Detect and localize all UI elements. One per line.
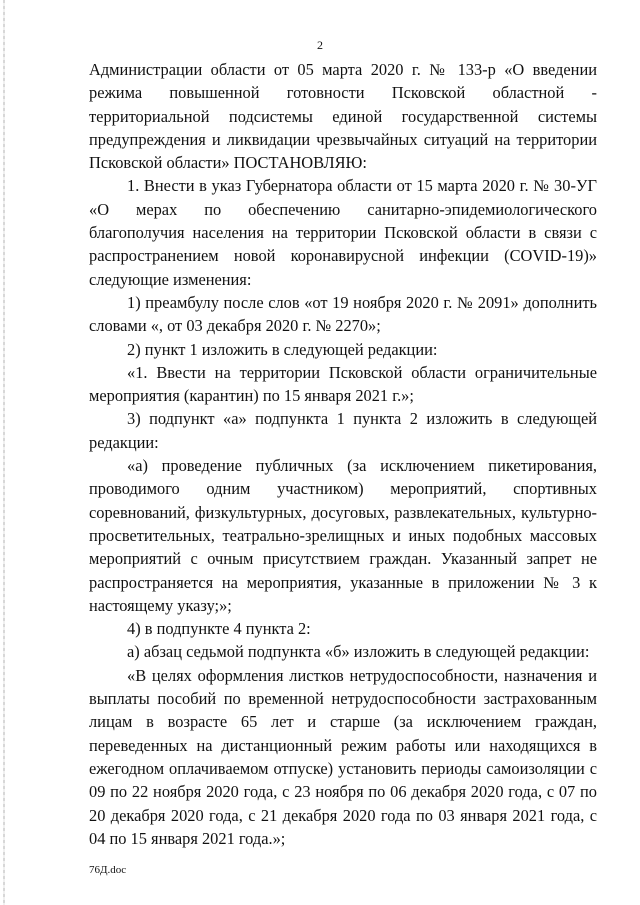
page-number: 2: [317, 38, 323, 52]
paragraph-subitem-2: 2) пункт 1 изложить в следующей редакции:: [127, 339, 438, 359]
scan-edge-artifact: [3, 0, 5, 905]
footer-filename: 76Д.doc: [89, 864, 127, 876]
paragraph-item-1: 1. Внести в указ Губернатора области от 15 марта 2020 г. № 30-УГ «О мерах по обеспечению санитарно-эпидемиологического благополучия населения на территории Псковской области в связи с распространением новой коронавирусной инфекции (COVID-19)» следующие изменения:: [89, 176, 597, 289]
paragraph-subitem-4: 4) в подпункте 4 пункта 2:: [127, 619, 311, 639]
paragraph-subitem-3: 3) подпункт «а» подпункта 1 пункта 2 изложить в следующей редакции:: [89, 409, 597, 452]
paragraph-subitem-1: 1) преамбулу после слов «от 19 ноября 2020 г. № 2091» дополнить словами «, от 03 декабря 2020 г. № 2270»;: [89, 292, 597, 336]
paragraph-quote-subpoint-a: «а) проведение публичных (за исключением пикетирования, проводимого одним участником) мероприятий, спортивных соревнований, физкультурных, досуговых, развлекательных, культурно-просветительных, театрально-зрелищных и иных подобных массовых мероприятий с очным присутствием граждан. Указанный запрет не распространяется на мероприятия, указанные в приложении № 3 к настоящему указу;»;: [89, 456, 597, 615]
paragraph-subitem-4a: а) абзац седьмой подпункта «б» изложить в следующей редакции:: [127, 642, 590, 662]
document-body: [89, 58, 597, 850]
paragraph-preamble-continuation: Администрации области от 05 марта 2020 г. № 133-р «О введении режима повышенной готовности Псковской областной - территориальной подсистемы единой государственной системы предупреждения и ликвидации чрезвычайных ситуаций на территории Псковской области» ПОСТАНОВЛЯЮ:: [89, 60, 597, 173]
paragraph-quote-point-1: «1. Ввести на территории Псковской области ограничительные мероприятия (карантин) по 15 января 2021 г.»;: [89, 362, 597, 406]
paragraph-quote-self-isolation: «В целях оформления листков нетрудоспособности, назначения и выплаты пособий по временной нетрудоспособности застрахованным лицам в возрасте 65 лет и старше (за исключением граждан, переведенных на дистанционный режим работы или находящихся в ежегодном оплачиваемом отпуске) установить периоды самоизоляции с 09 по 22 ноября 2020 года, с 23 ноября по 06 декабря 2020 года, с 07 по 20 декабря 2020 года, с 21 декабря 2020 года по 03 января 2021 года, с 04 по 15 января 2021 года.»;: [89, 665, 597, 848]
